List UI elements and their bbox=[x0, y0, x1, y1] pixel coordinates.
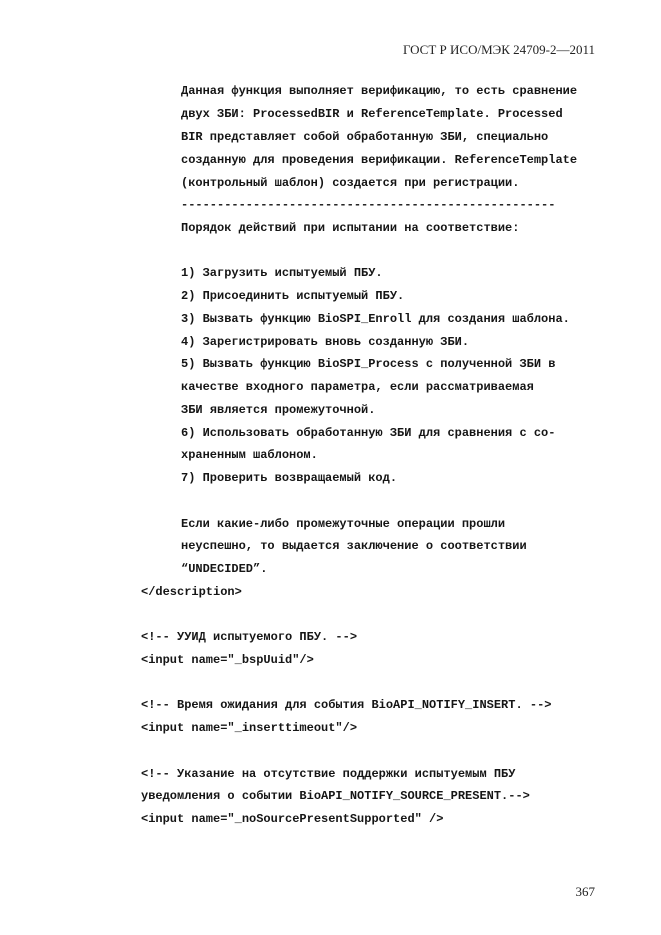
code-comment: <!-- Время ожидания для события BioAPI_NOTIFY_INSERT. --> bbox=[141, 698, 552, 712]
separator-line: ---------------------------------------------------- bbox=[181, 198, 556, 212]
text-line: Если какие-либо промежуточные операции прошли bbox=[181, 517, 506, 531]
step-item: 1) Загрузить испытуемый ПБУ. bbox=[181, 266, 383, 280]
code-line: <input name="_noSourcePresentSupported" /> bbox=[141, 812, 444, 826]
text-line: Порядок действий при испытании на соответствие: bbox=[181, 221, 520, 235]
step-item: 4) Зарегистрировать вновь созданную ЗБИ. bbox=[181, 335, 470, 349]
text-line: двух ЗБИ: ProcessedBIR и ReferenceTemplate. Processed bbox=[181, 107, 563, 121]
page-number: 367 bbox=[575, 884, 595, 899]
code-line: <input name="_bspUuid"/> bbox=[141, 653, 314, 667]
code-comment: <!-- Указание на отсутствие поддержки испытуемым ПБУ bbox=[141, 767, 516, 781]
text-line: (контрольный шаблон) создается при регистрации. bbox=[181, 176, 520, 190]
text-line: неуспешно, то выдается заключение о соответствии bbox=[181, 539, 527, 553]
step-item: ЗБИ является промежуточной. bbox=[181, 403, 376, 417]
step-item: 3) Вызвать функцию BioSPI_Enroll для создания шаблона. bbox=[181, 312, 570, 326]
code-comment: <!-- УУИД испытуемого ПБУ. --> bbox=[141, 630, 358, 644]
step-item: 2) Присоединить испытуемый ПБУ. bbox=[181, 289, 405, 303]
code-comment: уведомления о событии BioAPI_NOTIFY_SOURCE_PRESENT.--> bbox=[141, 789, 530, 803]
code-line: </description> bbox=[141, 585, 242, 599]
document-header: ГОСТ Р ИСО/МЭК 24709-2—2011 bbox=[402, 42, 595, 57]
step-item: 5) Вызвать функцию BioSPI_Process с полученной ЗБИ в bbox=[181, 357, 556, 371]
text-line: Данная функция выполняет верификацию, то есть сравнение bbox=[181, 84, 578, 98]
text-line: “UNDECIDED”. bbox=[181, 562, 268, 576]
text-line: BIR представляет собой обработанную ЗБИ, специально bbox=[181, 130, 549, 144]
code-line: <input name="_inserttimeout"/> bbox=[141, 721, 358, 735]
step-item: храненным шаблоном. bbox=[181, 448, 318, 462]
text-line: созданную для проведения верификации. ReferenceTemplate bbox=[181, 153, 578, 167]
step-item: 7) Проверить возвращаемый код. bbox=[181, 471, 398, 485]
step-item: качестве входного параметра, если рассматриваемая bbox=[181, 380, 534, 394]
step-item: 6) Использовать обработанную ЗБИ для сравнения с со- bbox=[181, 426, 556, 440]
